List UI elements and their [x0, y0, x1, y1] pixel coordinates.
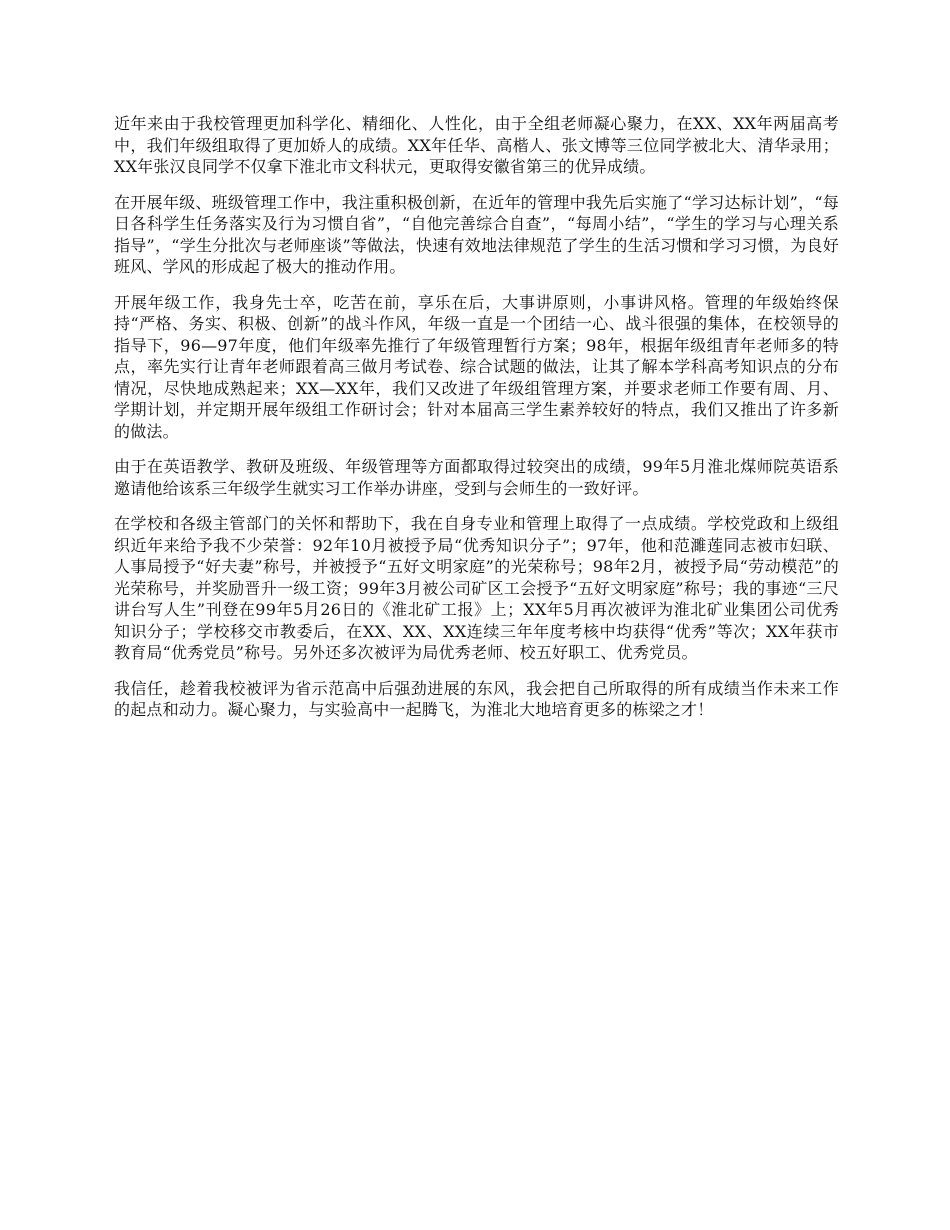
paragraph-grade-work: 开展年级工作，我身先士卒，吃苦在前，享乐在后，大事讲原则，小事讲风格。管理的年级始终保持“严格、务实、积极、创新”的战斗作风，年级一直是一个团结一心、战斗很强的集体，在校领导的指导下，96—97年度，他们年级率先推行了年级管理暂行方案；98年，根据年级组青年老师多的特点，率先实行让青年老师跟着高三做月考试卷、综合试题的做法，让其了解本学科高考知识点的分布情况，尽快地成熟起来；XX—XX年，我们又改进了年级组管理方案，并要求老师工作要有周、月、学期计划，并定期开展年级组工作研讨会；针对本届高三学生素养较好的特点，我们又推出了许多新的做法。: [114, 292, 839, 441]
paragraph-conclusion: 我信任，趁着我校被评为省示范高中后强劲进展的东风，我会把自己所取得的所有成绩当作未来工作的起点和动力。凝心聚力，与实验高中一起腾飞，为淮北大地培育更多的栋梁之才！: [114, 678, 839, 719]
document-body: [114, 113, 839, 735]
paragraph-management-innovation: 在开展年级、班级管理工作中，我注重积极创新，在近年的管理中我先后实施了“学习达标计划”，“每日各科学生任务落实及行为习惯自省”，“自他完善综合自查”，“每周小结”，“学生的学习与心理关系指导”，“学生分批次与老师座谈”等做法，快速有效地法律规范了学生的生活习惯和学习习惯，为良好班风、学风的形成起了极大的推动作用。: [114, 192, 839, 276]
paragraph-honors: 在学校和各级主管部门的关怀和帮助下，我在自身专业和管理上取得了一点成绩。学校党政和上级组织近年来给予我不少荣誉：92年10月被授予局“优秀知识分子”；97年，他和范濉莲同志被市妇联、人事局授予“好夫妻”称号，并被授予“五好文明家庭”的光荣称号；98年2月，被授予局“劳动模范”的光荣称号，并奖励晋升一级工资；99年3月被公司矿区工会授予“五好文明家庭”称号；我的事迹“三尺讲台写人生”刊登在99年5月26日的《淮北矿工报》上；XX年5月再次被评为淮北矿业集团公司优秀知识分子；学校移交市教委后，在XX、XX、XX连续三年年度考核中均获得“优秀”等次；XX年获市教育局“优秀党员”称号。另外还多次被评为局优秀老师、校五好职工、优秀党员。: [114, 514, 839, 662]
paragraph-teaching-lecture: 由于在英语教学、教研及班级、年级管理等方面都取得过较突出的成绩，99年5月淮北煤师院英语系邀请他给该系三年级学生就实习工作举办讲座，受到与会师生的一致好评。: [114, 457, 839, 498]
paragraph-achievements: 近年来由于我校管理更加科学化、精细化、人性化，由于全组老师凝心聚力，在XX、XX年两届高考中，我们年级组取得了更加娇人的成绩。XX年任华、高楷人、张文博等三位同学被北大、清华录用；XX年张汉良同学不仅拿下淮北市文科状元，更取得安徽省第三的优异成绩。: [114, 114, 839, 176]
